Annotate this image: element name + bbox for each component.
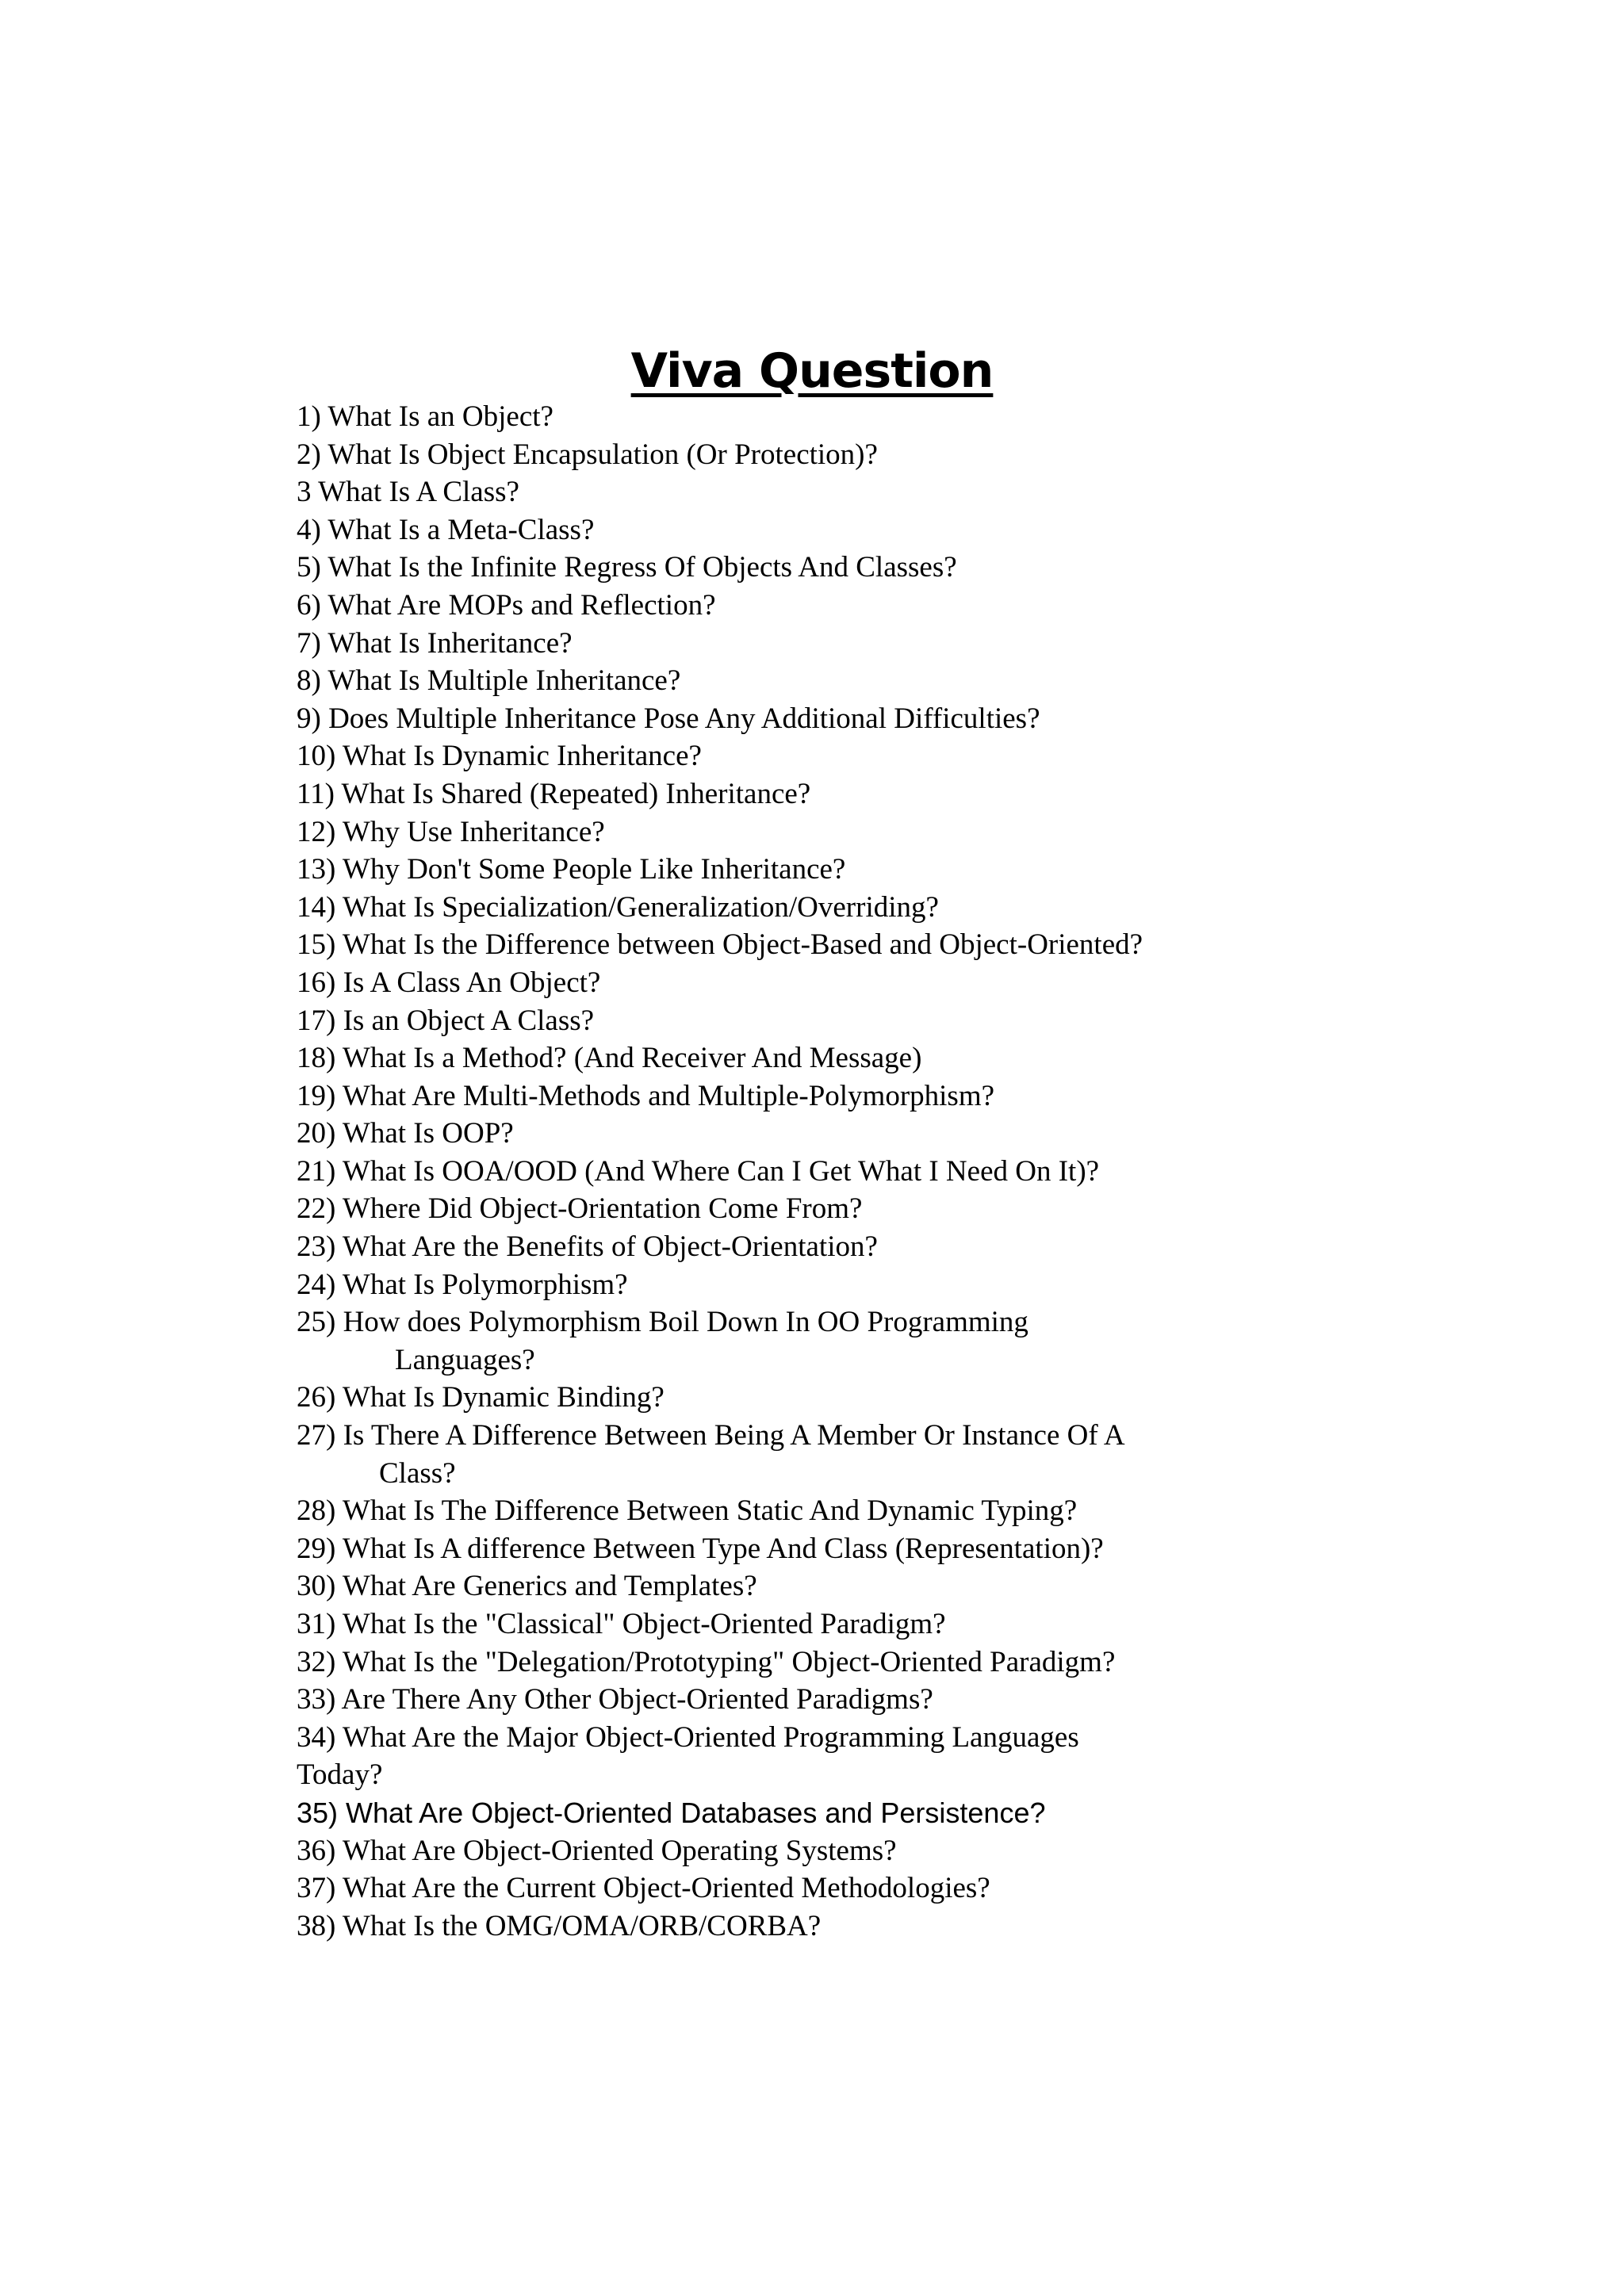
question-text: 38) What Is the OMG/OMA/ORB/CORBA?	[297, 1909, 822, 1942]
question-item	[297, 1794, 1565, 1832]
question-text: 25) How does Polymorphism Boil Down In OO Programming	[297, 1306, 1028, 1339]
question-item	[297, 964, 1565, 1002]
question-text: 4) What Is a Meta-Class?	[297, 513, 595, 546]
question-text-continuation: Today?	[297, 1758, 383, 1792]
question-item	[297, 1228, 1565, 1266]
question-text: 6) What Are MOPs and Reflection?	[297, 588, 716, 622]
question-item	[297, 436, 1565, 474]
question-text-continuation: Class?	[379, 1456, 456, 1490]
question-item	[297, 1115, 1565, 1153]
question-text: 7) What Is Inheritance?	[297, 626, 573, 660]
question-item	[297, 1681, 1565, 1719]
question-item	[297, 398, 1565, 436]
question-item	[297, 889, 1565, 927]
question-text: 36) What Are Object-Oriented Operating Systems?	[297, 1834, 897, 1867]
question-list	[297, 398, 1565, 1945]
question-item	[297, 1379, 1565, 1417]
question-item	[297, 851, 1565, 889]
question-item	[297, 1266, 1565, 1304]
question-text: 21) What Is OOA/OOD (And Where Can I Get What I Need On It)?	[297, 1154, 1100, 1188]
question-item	[297, 1567, 1565, 1605]
question-text: 29) What Is A difference Between Type And Class (Representation)?	[297, 1532, 1104, 1565]
question-text: 33) Are There Any Other Object-Oriented Paradigms?	[297, 1683, 933, 1716]
question-item	[297, 1605, 1565, 1644]
question-text: 11) What Is Shared (Repeated) Inheritance?	[297, 777, 811, 810]
question-item	[297, 473, 1565, 511]
question-text: 22) Where Did Object-Orientation Come From?	[297, 1192, 863, 1226]
question-text: 10) What Is Dynamic Inheritance?	[297, 740, 702, 773]
page-title: Viva Question	[630, 343, 994, 399]
question-text: 24) What Is Polymorphism?	[297, 1268, 628, 1301]
question-item	[297, 775, 1565, 813]
question-text: 18) What Is a Method? (And Receiver And Message)	[297, 1042, 922, 1075]
question-text: 35) What Are Object-Oriented Databases and Persistence?	[297, 1796, 1046, 1829]
question-item	[297, 1869, 1565, 1908]
question-text: 12) Why Use Inheritance?	[297, 815, 605, 848]
question-text: 23) What Are the Benefits of Object-Orientation?	[297, 1230, 878, 1264]
question-text: 16) Is A Class An Object?	[297, 966, 601, 999]
question-item	[297, 1153, 1565, 1191]
question-item	[297, 511, 1565, 549]
question-text-continuation: Languages?	[395, 1343, 535, 1376]
question-item	[297, 549, 1565, 587]
question-item	[297, 1002, 1565, 1040]
question-text: 34) What Are the Major Object-Oriented Programming Languages	[297, 1720, 1079, 1754]
question-text: 9) Does Multiple Inheritance Pose Any Additional Difficulties?	[297, 702, 1040, 735]
question-item	[297, 1039, 1565, 1077]
question-item	[297, 1190, 1565, 1228]
question-text: 15) What Is the Difference between Object-Based and Object-Oriented?	[297, 928, 1143, 962]
question-item	[297, 1492, 1565, 1530]
question-item	[297, 1644, 1565, 1682]
question-text: 20) What Is OOP?	[297, 1117, 514, 1150]
question-item	[297, 1417, 1565, 1492]
question-item	[297, 813, 1565, 851]
question-text: 30) What Are Generics and Templates?	[297, 1570, 757, 1603]
question-item	[297, 700, 1565, 738]
question-text: 2) What Is Object Encapsulation (Or Protection)?	[297, 438, 878, 471]
question-text: 14) What Is Specialization/Generalization/Overriding?	[297, 890, 939, 924]
question-text: 1) What Is an Object?	[297, 400, 553, 433]
question-text: 31) What Is the "Classical" Object-Oriented Paradigm?	[297, 1608, 946, 1640]
question-text: 13) Why Don't Some People Like Inheritance?	[297, 853, 846, 886]
question-item	[297, 926, 1565, 964]
question-item	[297, 1530, 1565, 1568]
question-text: 17) Is an Object A Class?	[297, 1004, 595, 1037]
question-text: 27) Is There A Difference Between Being A Member Or Instance Of A	[297, 1419, 1125, 1452]
question-item	[297, 1832, 1565, 1870]
question-text: 32) What Is the "Delegation/Prototyping" Object-Oriented Paradigm?	[297, 1645, 1116, 1678]
question-text: 28) What Is The Difference Between Static And Dynamic Typing?	[297, 1494, 1078, 1528]
question-text: 26) What Is Dynamic Binding?	[297, 1381, 665, 1414]
question-text: 37) What Are the Current Object-Oriented Methodologies?	[297, 1872, 990, 1905]
question-text: 19) What Are Multi-Methods and Multiple-Polymorphism?	[297, 1079, 995, 1112]
question-item	[297, 737, 1565, 775]
question-text: 8) What Is Multiple Inheritance?	[297, 664, 681, 698]
question-item	[297, 1303, 1565, 1379]
question-item	[297, 662, 1565, 700]
question-item	[297, 1077, 1565, 1115]
question-item	[297, 625, 1565, 663]
question-item	[297, 1719, 1565, 1794]
question-item	[297, 587, 1565, 625]
question-text: 3 What Is A Class?	[297, 476, 519, 509]
question-text: 5) What Is the Infinite Regress Of Objects And Classes?	[297, 551, 957, 584]
question-item	[297, 1908, 1565, 1946]
